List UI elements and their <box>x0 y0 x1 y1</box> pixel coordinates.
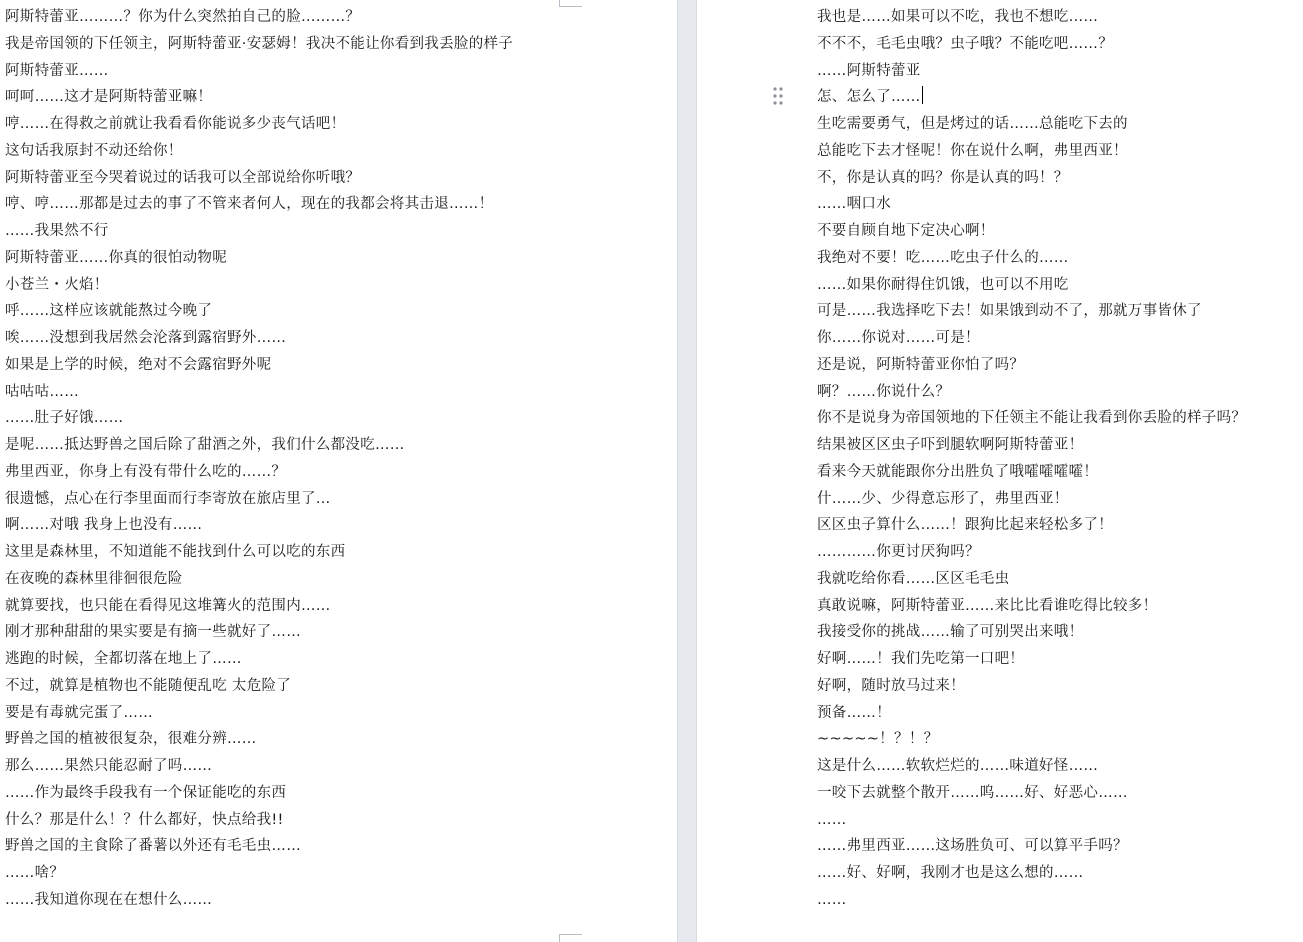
paragraph-line[interactable] <box>5 486 513 513</box>
paragraph-line[interactable] <box>817 191 1246 218</box>
paragraph-line[interactable] <box>5 700 513 727</box>
paragraph-text: 一咬下去就整个散开……呜……好、好恶心…… <box>817 784 1128 801</box>
paragraph-line[interactable] <box>817 593 1246 620</box>
paragraph-text: 你……你说对……可是！ <box>817 330 980 346</box>
paragraph-text: 不，你是认真的吗？你是认真的吗！？ <box>817 169 1069 186</box>
paragraph-text: 可是……我选择吃下去！如果饿到动不了，那就万事皆休了 <box>817 303 1202 320</box>
paragraph-text: 真敢说嘛，阿斯特蕾亚……来比比看谁吃得比较多！ <box>817 597 1158 614</box>
paragraph-text: 呼……这样应该就能熬过今晚了 <box>5 303 213 320</box>
paragraph-text: 阿斯特蕾亚…… <box>5 62 109 79</box>
paragraph-line[interactable] <box>817 325 1246 352</box>
paragraph-line[interactable] <box>5 887 513 914</box>
paragraph-line[interactable] <box>5 138 513 165</box>
paragraph-line[interactable] <box>5 593 513 620</box>
paragraph-text: ……如果你耐得住饥饿，也可以不用吃 <box>817 276 1069 293</box>
paragraph-line[interactable] <box>817 860 1246 887</box>
paragraph-line[interactable] <box>5 84 513 111</box>
paragraph-text: 预备……！ <box>817 704 891 721</box>
paragraph-line[interactable] <box>817 352 1246 379</box>
paragraph-line[interactable] <box>5 539 513 566</box>
paragraph-text: 野兽之国的植被很复杂，很难分辨…… <box>5 731 257 748</box>
paragraph-text: 野兽之国的主食除了番薯以外还有毛毛虫…… <box>5 838 301 855</box>
drag-handle-icon[interactable] <box>772 86 784 106</box>
paragraph-line[interactable] <box>817 298 1246 325</box>
paragraph-line[interactable] <box>5 619 513 646</box>
paragraph-text: 还是说，阿斯特蕾亚你怕了吗？ <box>817 356 1025 373</box>
paragraph-line[interactable] <box>817 833 1246 860</box>
paragraph-text: 啊？……你说什么？ <box>817 383 951 400</box>
text-cursor <box>922 86 923 104</box>
paragraph-line[interactable] <box>5 111 513 138</box>
paragraph-text: ……我果然不行 <box>5 223 109 239</box>
paragraph-line[interactable] <box>5 298 513 325</box>
page-gutter <box>677 0 697 942</box>
paragraph-text: …… <box>817 891 847 908</box>
paragraph-line[interactable] <box>817 512 1246 539</box>
paragraph-line[interactable] <box>817 111 1246 138</box>
paragraph-text: 区区虫子算什么……！跟狗比起来轻松多了！ <box>817 517 1113 534</box>
paragraph-text: 阿斯特蕾亚………？你为什么突然拍自己的脸………？ <box>5 9 361 25</box>
paragraph-text: ……啥？ <box>5 865 65 881</box>
paragraph-line[interactable] <box>5 807 513 834</box>
paragraph-line[interactable] <box>5 4 513 31</box>
page-corner-mark <box>559 934 582 942</box>
paragraph-line[interactable] <box>817 138 1246 165</box>
paragraph-text: 唉……没想到我居然会沦落到露宿野外…… <box>5 330 287 346</box>
paragraph-text: 就算要找，也只能在看得见这堆篝火的范围内…… <box>5 597 331 614</box>
paragraph-text: 阿斯特蕾亚至今哭着说过的话我可以全部说给你听哦？ <box>5 169 361 186</box>
page-corner-mark <box>559 0 582 7</box>
paragraph-text: 看来今天就能跟你分出胜负了哦嚯嚯嚯嚯！ <box>817 463 1099 480</box>
paragraph-text: 什么？那是什么！？什么都好，快点给我!! <box>5 811 284 828</box>
paragraph-text: …………你更讨厌狗吗？ <box>817 544 980 560</box>
paragraph-text: 这里是森林里，不知道能不能找到什么可以吃的东西 <box>5 544 346 560</box>
paragraph-line[interactable] <box>5 405 513 432</box>
paragraph-text: ~~~~~！？！？ <box>817 731 939 748</box>
paragraph-text: 这是什么……软软烂烂的……味道好怪…… <box>817 758 1099 774</box>
paragraph-line[interactable] <box>817 566 1246 593</box>
paragraph-line[interactable] <box>817 726 1246 753</box>
paragraph-line[interactable] <box>5 352 513 379</box>
paragraph-text: ……肚子好饿…… <box>5 410 124 427</box>
paragraph-line[interactable] <box>5 512 513 539</box>
paragraph-line[interactable] <box>817 619 1246 646</box>
paragraph-text: 哼、哼……那都是过去的事了不管来者何人，现在的我都会将其击退……！ <box>5 196 494 213</box>
paragraph-line[interactable] <box>817 646 1246 673</box>
paragraph-line[interactable] <box>5 218 513 245</box>
paragraph-text: 那么……果然只能忍耐了吗…… <box>5 758 213 774</box>
paragraph-line[interactable] <box>817 753 1246 780</box>
paragraph-text: 什……少、少得意忘形了，弗里西亚！ <box>817 490 1069 507</box>
paragraph-text: 刚才那种甜甜的果实要是有摘一些就好了…… <box>5 624 301 641</box>
paragraph-line[interactable] <box>5 245 513 272</box>
paragraph-text: …… <box>817 811 847 828</box>
paragraph-list <box>5 4 513 914</box>
paragraph-text: 不过，就算是植物也不能随便乱吃 太危险了 <box>5 677 292 694</box>
paragraph-line[interactable] <box>5 780 513 807</box>
paragraph-text: 咕咕咕…… <box>5 383 79 400</box>
paragraph-text: 我接受你的挑战……输了可别哭出来哦！ <box>817 624 1084 641</box>
paragraph-line[interactable] <box>5 459 513 486</box>
paragraph-line[interactable] <box>817 58 1246 85</box>
paragraph-text: 我是帝国领的下任领主，阿斯特蕾亚·安瑟姆！我决不能让你看到我丢脸的样子 <box>5 35 514 52</box>
paragraph-line[interactable] <box>5 58 513 85</box>
paragraph-text: 好啊……！我们先吃第一口吧！ <box>817 651 1025 667</box>
paragraph-line[interactable] <box>5 191 513 218</box>
paragraph-text: 在夜晚的森林里徘徊很危险 <box>5 570 183 587</box>
paragraph-line[interactable] <box>817 700 1246 727</box>
paragraph-text: 不不不，毛毛虫哦？虫子哦？不能吃吧……？ <box>817 35 1113 52</box>
document-page-right[interactable] <box>697 0 1303 942</box>
paragraph-text: 哼……在得救之前就让我看看你能说多少丧气话吧！ <box>5 116 346 132</box>
paragraph-line[interactable] <box>5 726 513 753</box>
paragraph-text: ……弗里西亚……这场胜负可、可以算平手吗？ <box>817 838 1128 855</box>
paragraph-line[interactable] <box>817 405 1246 432</box>
paragraph-line[interactable] <box>5 833 513 860</box>
paragraph-line[interactable] <box>817 31 1246 58</box>
paragraph-text: 呵呵……这才是阿斯特蕾亚嘛！ <box>5 89 213 106</box>
paragraph-text: ……我知道你现在在想什么…… <box>5 891 213 908</box>
paragraph-text: 总能吃下去才怪呢！你在说什么啊，弗里西亚！ <box>817 142 1128 159</box>
paragraph-text: ……好、好啊，我刚才也是这么想的…… <box>817 865 1084 881</box>
paragraph-line[interactable] <box>817 84 1246 111</box>
paragraph-line[interactable] <box>5 325 513 352</box>
paragraph-line[interactable] <box>5 379 513 406</box>
paragraph-line[interactable] <box>817 218 1246 245</box>
paragraph-text: 要是有毒就完蛋了…… <box>5 704 153 721</box>
paragraph-line[interactable] <box>5 566 513 593</box>
paragraph-line[interactable] <box>817 245 1246 272</box>
paragraph-text: 如果是上学的时候，绝对不会露宿野外呢 <box>5 356 272 373</box>
paragraph-line[interactable] <box>817 486 1246 513</box>
paragraph-text: 我也是……如果可以不吃，我也不想吃…… <box>817 9 1099 25</box>
paragraph-text: 弗里西亚，你身上有没有带什么吃的……？ <box>5 463 287 480</box>
paragraph-line[interactable] <box>817 539 1246 566</box>
paragraph-line[interactable] <box>5 165 513 192</box>
paragraph-line[interactable] <box>817 4 1246 31</box>
paragraph-line[interactable] <box>817 272 1246 299</box>
paragraph-text: 好啊，随时放马过来！ <box>817 677 965 694</box>
paragraph-line[interactable] <box>817 379 1246 406</box>
paragraph-text: ……作为最终手段我有一个保证能吃的东西 <box>5 784 287 801</box>
paragraph-text: 我就吃给你看……区区毛毛虫 <box>817 570 1010 587</box>
paragraph-text: 生吃需要勇气，但是烤过的话……总能吃下去的 <box>817 116 1128 132</box>
paragraph-text: ……阿斯特蕾亚 <box>817 62 921 79</box>
paragraph-line[interactable] <box>817 432 1246 459</box>
paragraph-line[interactable] <box>817 887 1246 914</box>
paragraph-text: 我绝对不要！吃……吃虫子什么的…… <box>817 249 1069 266</box>
paragraph-line[interactable] <box>5 432 513 459</box>
paragraph-line[interactable] <box>817 673 1246 700</box>
paragraph-text: 不要自顾自地下定决心啊！ <box>817 223 995 239</box>
paragraph-line[interactable] <box>5 753 513 780</box>
paragraph-text: 这句话我原封不动还给你！ <box>5 142 183 159</box>
paragraph-text: 很遗憾，点心在行李里面而行李寄放在旅店里了… <box>5 490 331 507</box>
paragraph-text: 结果被区区虫子吓到腿软啊阿斯特蕾亚！ <box>817 437 1084 453</box>
paragraph-line[interactable] <box>817 807 1246 834</box>
paragraph-text: ……咽口水 <box>817 196 891 213</box>
paragraph-list <box>817 4 1246 914</box>
paragraph-line[interactable] <box>817 165 1246 192</box>
paragraph-line[interactable] <box>5 272 513 299</box>
paragraph-text: 小苍兰・火焰！ <box>5 276 109 293</box>
paragraph-text: 怎、怎么了…… <box>817 89 921 106</box>
paragraph-text: 是呢……抵达野兽之国后除了甜酒之外，我们什么都没吃…… <box>5 437 405 453</box>
paragraph-text: 阿斯特蕾亚……你真的很怕动物呢 <box>5 249 227 266</box>
paragraph-text: 逃跑的时候，全都切落在地上了…… <box>5 651 242 667</box>
paragraph-line[interactable] <box>817 780 1246 807</box>
paragraph-text: 你不是说身为帝国领地的下任领主不能让我看到你丢脸的样子吗？ <box>817 410 1247 427</box>
paragraph-line[interactable] <box>5 646 513 673</box>
paragraph-text: 啊……对哦 我身上也没有…… <box>5 517 203 534</box>
paragraph-line[interactable] <box>5 673 513 700</box>
paragraph-line[interactable] <box>5 860 513 887</box>
paragraph-line[interactable] <box>817 459 1246 486</box>
paragraph-line[interactable] <box>5 31 513 58</box>
